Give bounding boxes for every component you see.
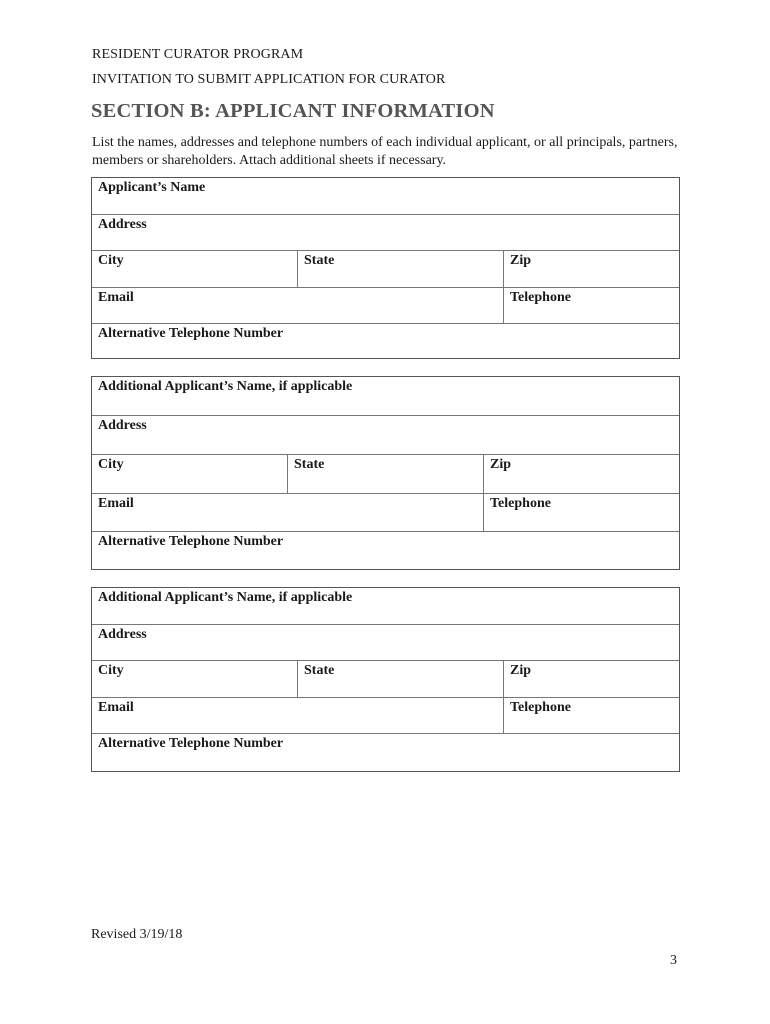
applicant-name-label: Applicant’s Name	[98, 180, 206, 195]
applicant-name-label: Additional Applicant’s Name, if applicable	[98, 590, 353, 605]
zip-field[interactable]	[484, 455, 679, 493]
applicant-name-field[interactable]	[92, 178, 679, 214]
address-label: Address	[98, 627, 147, 642]
alt-telephone-label: Alternative Telephone Number	[98, 736, 284, 751]
state-label: State	[304, 253, 335, 268]
alt-telephone-field[interactable]	[92, 324, 679, 358]
email-telephone-row	[92, 494, 679, 532]
city-field[interactable]	[92, 251, 298, 287]
telephone-label: Telephone	[490, 496, 551, 511]
applicant-name-label: Additional Applicant’s Name, if applicable	[98, 379, 353, 394]
zip-field[interactable]	[504, 661, 679, 697]
zip-label: Zip	[510, 663, 532, 678]
alt-telephone-row	[92, 734, 679, 771]
email-label: Email	[98, 496, 134, 511]
alt-telephone-row	[92, 532, 679, 569]
email-field[interactable]	[92, 288, 504, 323]
city-state-zip-row	[92, 661, 679, 698]
address-row	[92, 625, 679, 661]
zip-label: Zip	[490, 457, 512, 472]
telephone-label: Telephone	[510, 290, 571, 305]
applicant-info-block-2	[91, 376, 680, 570]
page-number: 3	[670, 953, 677, 968]
email-label: Email	[98, 290, 134, 305]
name-row	[92, 377, 679, 416]
applicant-name-field[interactable]	[92, 377, 679, 415]
alt-telephone-row	[92, 324, 679, 358]
address-label: Address	[98, 217, 147, 232]
telephone-field[interactable]	[504, 288, 679, 323]
city-field[interactable]	[92, 661, 298, 697]
telephone-field[interactable]	[504, 698, 679, 733]
applicant-name-field[interactable]	[92, 588, 679, 624]
name-row	[92, 588, 679, 625]
zip-field[interactable]	[504, 251, 679, 287]
email-telephone-row	[92, 698, 679, 734]
applicant-info-block-1	[91, 177, 680, 359]
name-row	[92, 178, 679, 215]
address-row	[92, 416, 679, 455]
email-telephone-row	[92, 288, 679, 324]
address-label: Address	[98, 418, 147, 433]
state-field[interactable]	[288, 455, 484, 493]
alt-telephone-label: Alternative Telephone Number	[98, 326, 284, 341]
city-state-zip-row	[92, 251, 679, 288]
city-label: City	[98, 253, 124, 268]
program-title: RESIDENT CURATOR PROGRAM	[92, 47, 304, 62]
telephone-field[interactable]	[484, 494, 679, 531]
instructions-text: List the names, addresses and telephone numbers of each individual applicant, or all principals, partners, members or shareholders. Attach additional sheets if necessary.	[92, 135, 678, 168]
city-label: City	[98, 457, 124, 472]
address-row	[92, 215, 679, 251]
alt-telephone-label: Alternative Telephone Number	[98, 534, 284, 549]
state-field[interactable]	[298, 251, 504, 287]
section-title: SECTION B: APPLICANT INFORMATION	[91, 100, 495, 122]
city-label: City	[98, 663, 124, 678]
state-label: State	[294, 457, 325, 472]
alt-telephone-field[interactable]	[92, 532, 679, 569]
alt-telephone-field[interactable]	[92, 734, 679, 771]
email-label: Email	[98, 700, 134, 715]
city-state-zip-row	[92, 455, 679, 494]
document-subtitle: INVITATION TO SUBMIT APPLICATION FOR CURATOR	[92, 72, 446, 87]
state-label: State	[304, 663, 335, 678]
address-field[interactable]	[92, 416, 679, 454]
telephone-label: Telephone	[510, 700, 571, 715]
zip-label: Zip	[510, 253, 532, 268]
email-field[interactable]	[92, 698, 504, 733]
state-field[interactable]	[298, 661, 504, 697]
address-field[interactable]	[92, 625, 679, 660]
address-field[interactable]	[92, 215, 679, 250]
city-field[interactable]	[92, 455, 288, 493]
revision-date: Revised 3/19/18	[91, 927, 183, 942]
email-field[interactable]	[92, 494, 484, 531]
applicant-info-block-3	[91, 587, 680, 772]
